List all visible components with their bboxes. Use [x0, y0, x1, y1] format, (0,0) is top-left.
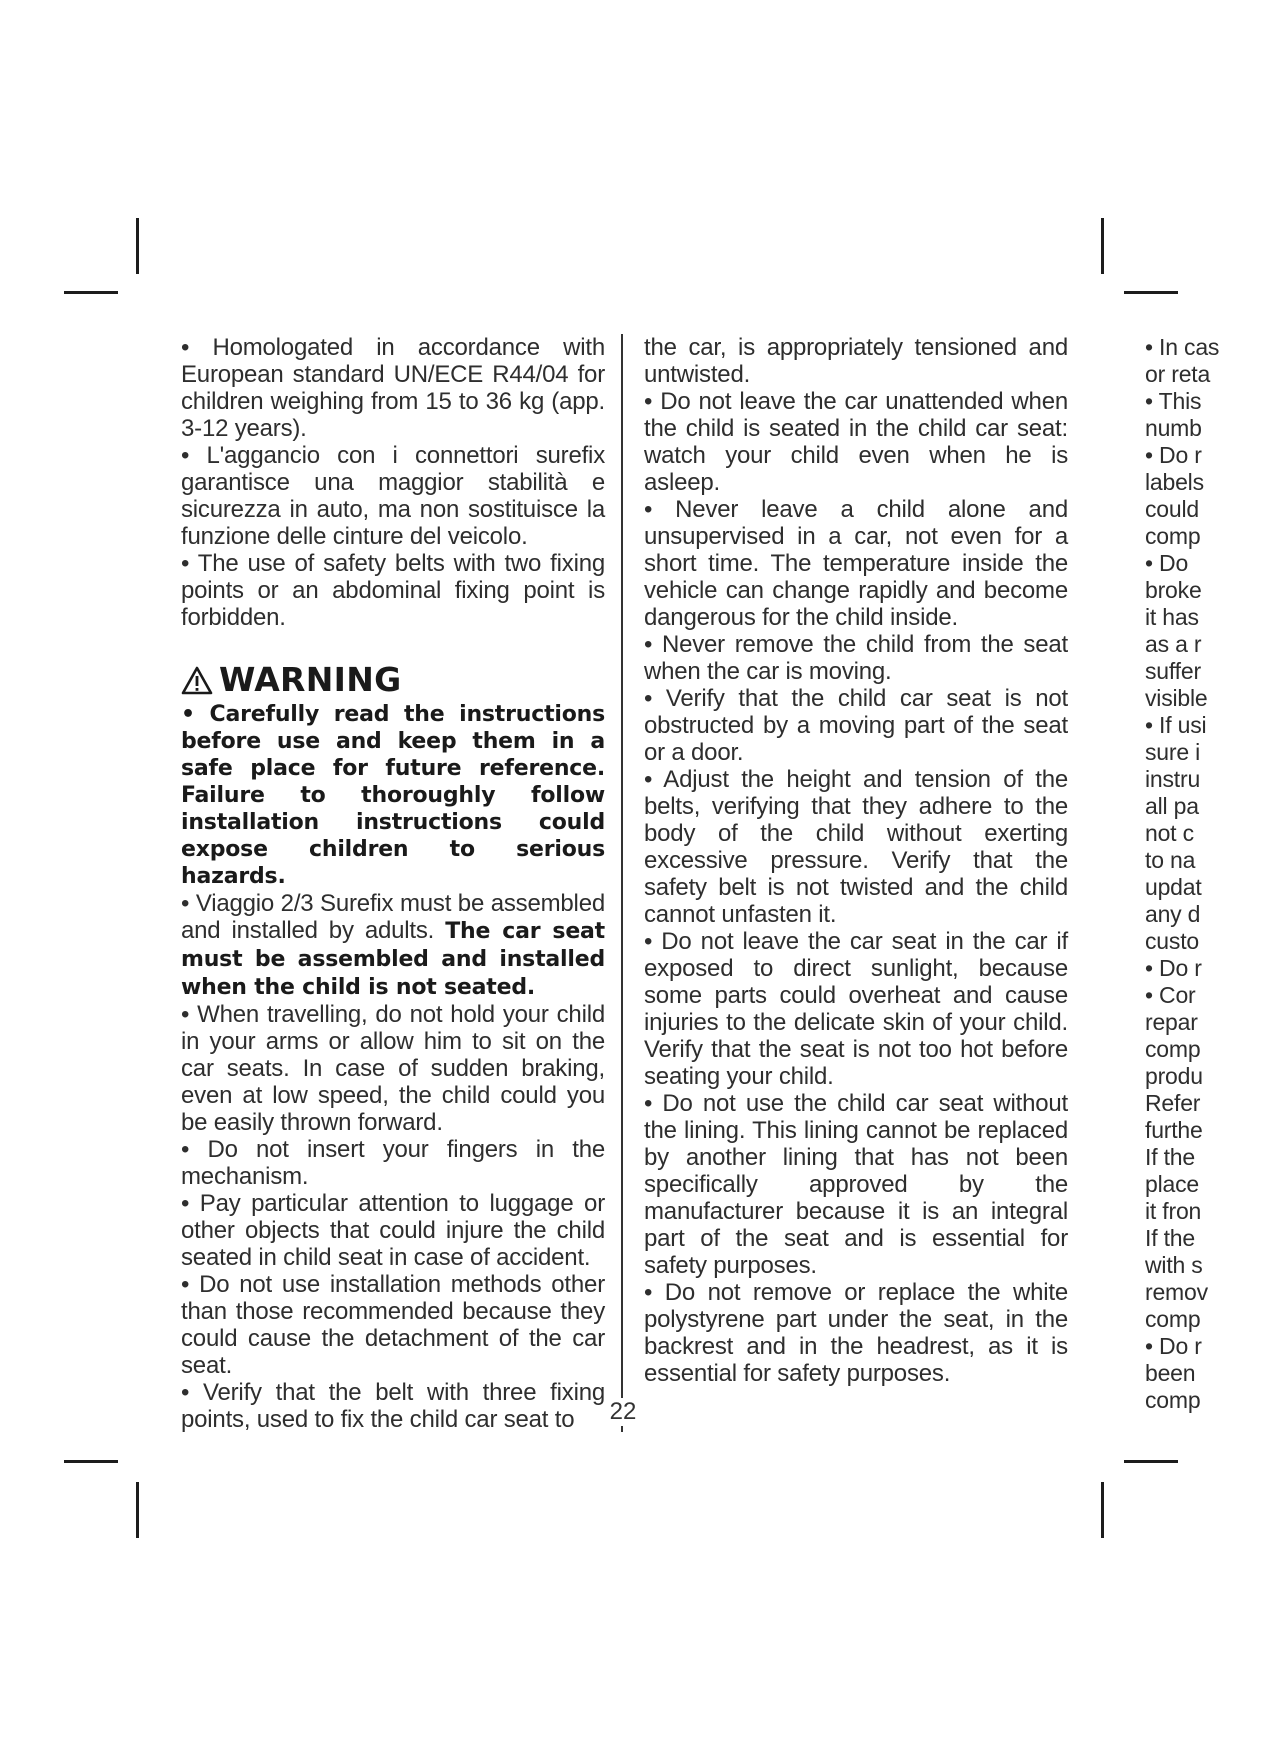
cropped-line: to na — [1145, 847, 1196, 873]
cropped-line: custo — [1145, 928, 1199, 954]
warning-text: • Carefully read the instructions before use and keep them in a safe place for future reference. Failure to thoroughly follow installation instructions could expose children to serious hazards. — [181, 702, 605, 889]
cropped-line: as a r — [1145, 631, 1202, 657]
cropped-line: been — [1145, 1360, 1196, 1386]
cropped-line: • Do r — [1145, 1333, 1202, 1359]
cropped-line: all pa — [1145, 793, 1199, 819]
cropped-line: could — [1145, 496, 1199, 522]
cropped-line: place — [1145, 1171, 1199, 1197]
paragraph: • Do not leave the car unattended when the child is seated in the child car seat: watch your child even when he is asleep. — [644, 388, 1068, 496]
page-number: 22 — [603, 1398, 643, 1426]
paragraph: • Adjust the height and tension of the belts, verifying that they adhere to the body of the child without exerting excessive pressure. Verify that the safety belt is not twisted and the child cannot unfasten it. — [644, 766, 1068, 928]
cropped-line: If the — [1145, 1225, 1195, 1251]
cropped-line: labels — [1145, 469, 1204, 495]
paragraph-text: • Viaggio 2/3 Surefix must be assembled and installed by adults. — [181, 890, 605, 944]
paragraph: • Do not use the child car seat without the lining. This lining cannot be replaced by another lining that has not been specifically approved by the manufacturer because it is an integral part of the seat and is essential for safety purposes. — [644, 1090, 1068, 1279]
paragraph: the car, is appropriately tensioned and untwisted. — [644, 334, 1068, 388]
column-right-cropped — [1145, 334, 1285, 1414]
cropped-line: comp — [1145, 1306, 1201, 1332]
cropped-line: updat — [1145, 874, 1202, 900]
cropped-line: broke — [1145, 577, 1202, 603]
paragraph: • When travelling, do not hold your child in your arms or allow him to sit on the car seats. In case of sudden braking, even at low speed, the child could you be easily thrown forward. — [181, 1001, 605, 1136]
cropped-line: produ — [1145, 1063, 1203, 1089]
paragraph: • Do not leave the car seat in the car if exposed to direct sunlight, because some parts could overheat and cause injuries to the delicate skin of your child. Verify that the seat is not too hot before seating your child. — [644, 928, 1068, 1090]
cropped-line: comp — [1145, 1387, 1201, 1413]
cropped-line: any d — [1145, 901, 1201, 927]
cropped-line: Refer — [1145, 1090, 1201, 1116]
cropped-line: suffer — [1145, 658, 1201, 684]
paragraph: • Do not use installation methods other than those recommended because they could cause the detachment of the car seat. — [181, 1271, 605, 1379]
cropped-line: • Do r — [1145, 955, 1202, 981]
cropped-line: • Cor — [1145, 982, 1196, 1008]
cropped-line: • If usi — [1145, 712, 1207, 738]
paragraph: • Do not insert your fingers in the mechanism. — [181, 1136, 605, 1190]
paragraph: • L'aggancio con i connettori surefix garantisce una maggior stabilità e sicurezza in auto, ma non sostituisce la funzione delle cinture del veicolo. — [181, 442, 605, 550]
cropped-line: repar — [1145, 1009, 1198, 1035]
cropped-line: remov — [1145, 1279, 1208, 1305]
cropped-line: numb — [1145, 415, 1202, 441]
paragraph: • Pay particular attention to luggage or other objects that could injure the child seated in child seat in case of accident. — [181, 1190, 605, 1271]
paragraph: • Never leave a child alone and unsupervised in a car, not even for a short time. The temperature inside the vehicle can change rapidly and become dangerous for the child inside. — [644, 496, 1068, 631]
cropped-line: furthe — [1145, 1117, 1203, 1143]
cropped-line: • Do — [1145, 550, 1189, 576]
cropped-line: it has — [1145, 604, 1199, 630]
cropped-line: sure i — [1145, 739, 1201, 765]
cropped-line: or reta — [1145, 361, 1211, 387]
cropped-line: If the — [1145, 1144, 1195, 1170]
cropped-line: comp — [1145, 1036, 1201, 1062]
paragraph: • The use of safety belts with two fixing points or an abdominal fixing point is forbidden. — [181, 550, 605, 631]
paragraph-bold-text: The car seat must be assembled and installed when the child is not seated. — [181, 919, 606, 1000]
cropped-line: comp — [1145, 523, 1201, 549]
cropped-line: instru — [1145, 766, 1201, 792]
paragraph: • Verify that the belt with three fixing points, used to fix the child car seat to — [181, 1379, 605, 1433]
paragraph: • Verify that the child car seat is not obstructed by a moving part of the seat or a door. — [644, 685, 1068, 766]
cropped-line: • This — [1145, 388, 1202, 414]
cropped-line: visible — [1145, 685, 1208, 711]
paragraph: • Do not remove or replace the white polystyrene part under the seat, in the backrest and in the headrest, as it is essential for safety purposes. — [644, 1279, 1068, 1387]
cropped-line: • Do r — [1145, 442, 1202, 468]
cropped-line: with s — [1145, 1252, 1203, 1278]
paragraph: • Never remove the child from the seat when the car is moving. — [644, 631, 1068, 685]
warning-title: WARNING — [219, 660, 402, 699]
paragraph: • Homologated in accordance with European standard UN/ECE R44/04 for children weighing from 15 to 36 kg (app. 3-12 years). — [181, 334, 605, 442]
cropped-line: it fron — [1145, 1198, 1202, 1224]
cropped-line: not c — [1145, 820, 1194, 846]
cropped-line: • In cas — [1145, 334, 1220, 360]
